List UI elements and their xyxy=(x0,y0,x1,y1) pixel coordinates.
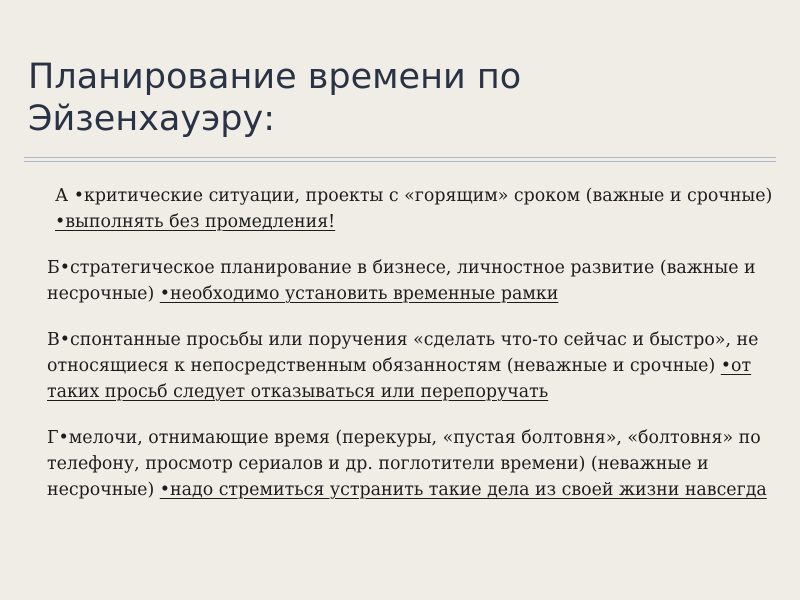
quadrant-d-item xyxy=(47,425,787,503)
quadrant-b-item xyxy=(47,255,787,307)
quadrant-c-action: •от таких просьб следует отказываться или перепоручать xyxy=(47,356,752,402)
content-list xyxy=(47,183,787,503)
quadrant-a-action: •выполнять без промедления! xyxy=(55,212,336,232)
quadrant-b-text: Б•стратегическое планирование в бизнесе, личностное развитие (важные и несрочные) xyxy=(47,258,756,304)
quadrant-a-item xyxy=(47,183,787,235)
quadrant-b-action: •необходимо установить временные рамки xyxy=(159,284,559,304)
quadrant-d-text: Г•мелочи, отнимающие время (перекуры, «пустая болтовня», «болтовня» по телефону, просмотр сериалов и др. поглотители времени) (неважные и несрочные) xyxy=(47,428,761,500)
quadrant-c-item xyxy=(47,327,787,405)
quadrant-d-action: •надо стремиться устранить такие дела из своей жизни навсегда xyxy=(159,480,767,500)
title-divider-top xyxy=(24,157,776,158)
quadrant-c-text: В•спонтанные просьбы или поручения «сделать что-то сейчас и быстро», не относящиеся к непосредственным обязанностям (неважные и срочные) xyxy=(47,330,759,376)
quadrant-a-text: А •критические ситуации, проекты с «горящим» сроком (важные и срочные) xyxy=(55,186,773,206)
title-divider-bottom xyxy=(24,161,776,162)
slide-title: Планирование времени по Эйзенхауэру: xyxy=(28,57,522,139)
